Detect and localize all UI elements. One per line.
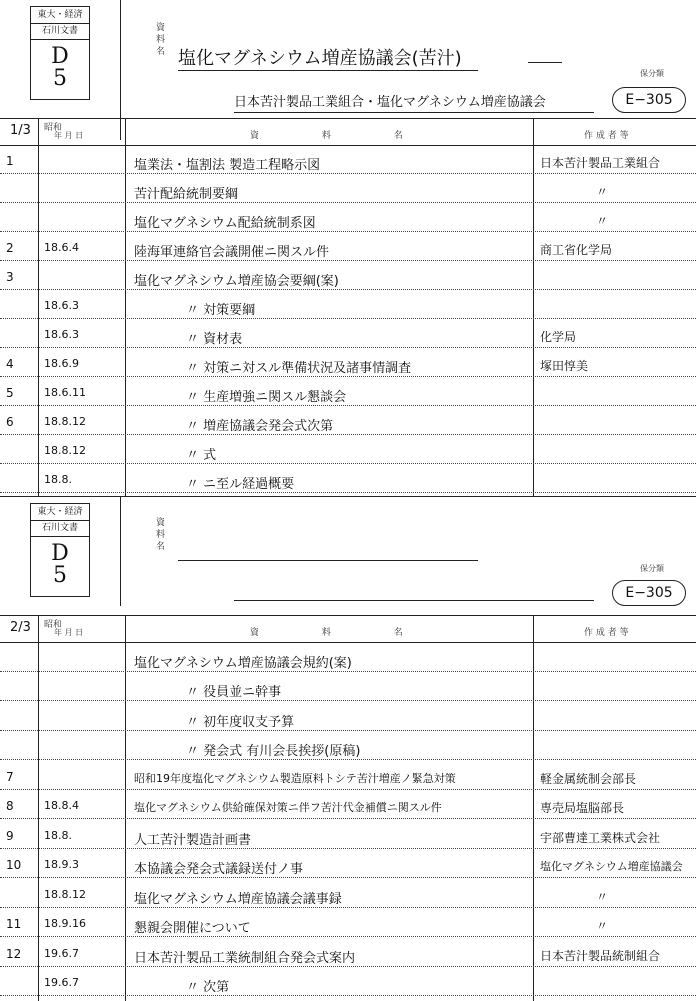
row-author: 商工省化学局 [540, 243, 613, 257]
table-row [0, 319, 696, 348]
row-date: 18.6.9 [44, 357, 79, 370]
row-title: 〃 生産増強ニ関スル懇談会 [186, 390, 347, 405]
table-row [0, 967, 696, 997]
page-indicator-2: 2/3 [10, 620, 31, 635]
stamp-line-2: 石川文書 [31, 520, 89, 537]
row-date: 19.6.7 [44, 976, 79, 989]
table-row [0, 849, 696, 879]
row-date: 18.8. [44, 828, 72, 842]
stamp-code-number: 5 [53, 66, 67, 91]
row-number: 11 [6, 917, 22, 931]
stamp-code-letter: D [51, 541, 69, 566]
page-indicator: 1/3 [10, 123, 31, 138]
material-label-2: 資料名 [156, 518, 166, 552]
row-title: 〃 ニ至ル経過概要 [186, 477, 295, 492]
stamp-line-1: 東大・経済 [31, 7, 89, 24]
row-title: 〃 対策要綱 [186, 303, 256, 318]
row-number: 5 [6, 386, 14, 400]
table-row [0, 878, 696, 908]
row-title: 日本苦汁製品工業統制組合発会式案内 [134, 950, 356, 966]
row-number: 4 [6, 357, 14, 371]
row-title: 陸海軍連絡官会議開催ニ関スル件 [134, 245, 330, 260]
header-materials-2: 資 料 名 [250, 628, 403, 638]
row-date: 18.6.11 [44, 386, 86, 399]
row-title: 懇親会開催について [134, 921, 251, 936]
table-row [0, 174, 696, 203]
row-title: 〃 対策ニ対スル準備状況及諸事情調査 [186, 361, 412, 376]
table-row [0, 377, 696, 406]
table-row [0, 232, 696, 261]
row-date: 18.8.12 [44, 415, 86, 428]
table-row [0, 701, 696, 731]
row-date: 18.8.4 [44, 799, 79, 812]
table-row [0, 203, 696, 232]
row-date: 18.8. [44, 473, 72, 486]
row-title: 塩化マグネシウム増産協会要綱(案) [134, 274, 339, 289]
row-title: 〃 役員並ニ幹事 [186, 685, 282, 700]
row-title: 塩化マグネシウム増産協議会議事録 [134, 891, 342, 907]
row-date: 18.9.16 [44, 917, 86, 930]
row-author: 塩化マグネシウム増産協議会 [540, 860, 683, 873]
stamp-line-1: 東大・経済 [31, 504, 89, 521]
classification-label-2: 保分類 [640, 564, 664, 573]
stamp-code-number: 5 [53, 563, 67, 588]
table-row [0, 642, 696, 672]
row-date: 18.9.3 [44, 858, 79, 871]
material-label: 資料名 [156, 23, 166, 57]
header-materials: 資 料 名 [250, 131, 403, 141]
row-title: 〃 発会式 有川会長挨拶(原稿) [186, 744, 361, 759]
row-date: 19.6.7 [44, 946, 79, 960]
row-title: 塩化マグネシウム配給統制系図 [134, 216, 316, 231]
row-number: 10 [6, 858, 22, 872]
row-author: 〃 [596, 889, 609, 904]
row-author: 日本苦汁製品統制組合 [540, 948, 661, 963]
row-date: 18.6.3 [44, 299, 79, 312]
row-number: 2 [6, 241, 14, 255]
row-number: 7 [6, 769, 14, 784]
classification-label: 保分類 [640, 69, 664, 78]
row-title: 人工苦汁製造計画書 [134, 832, 252, 848]
header-era: 昭和 [44, 123, 63, 133]
row-title: 苦汁配給統制要綱 [134, 187, 239, 202]
stamp-code-letter: D [51, 44, 69, 69]
table-row [0, 290, 696, 319]
table-row [0, 464, 696, 493]
table-row [0, 435, 696, 464]
table-row [0, 731, 696, 761]
row-author: 〃 [596, 185, 609, 199]
row-title: 〃 次第 [186, 980, 230, 995]
row-title: 〃 資材表 [186, 332, 243, 347]
row-author: 化学局 [540, 330, 577, 344]
row-author: 専売局塩脳部長 [540, 801, 625, 815]
row-number: 3 [6, 270, 14, 284]
table-row [0, 672, 696, 702]
row-title: 〃 式 [186, 448, 217, 463]
header-date-2: 年 月 日 [54, 628, 84, 637]
row-date: 18.8.12 [44, 887, 86, 901]
classification-box-2: E−305 [612, 580, 686, 606]
stamp-line-2: 石川文書 [31, 23, 89, 40]
row-title: 〃 増産協議会発会式次第 [186, 419, 334, 434]
table-row [0, 348, 696, 377]
row-author: 〃 [596, 919, 609, 933]
row-date: 18.8.12 [44, 444, 86, 457]
row-title: 〃 初年度収支予算 [186, 714, 295, 730]
row-number: 12 [6, 946, 22, 961]
header-author-2: 作 成 者 等 [584, 628, 629, 638]
row-title: 本協議会発会式議録送付ノ事 [134, 862, 304, 877]
table-row [0, 819, 696, 849]
table-row [0, 760, 696, 790]
row-number: 9 [6, 828, 14, 843]
row-title: 塩化マグネシウム供給確保対策ニ伴フ苦汁代金補償ニ関スル件 [134, 801, 442, 814]
archive-stamp-2 [30, 503, 90, 597]
row-number: 8 [6, 799, 14, 813]
row-author: 日本苦汁製品工業組合 [540, 156, 661, 170]
row-title: 昭和19年度塩化マグネシウム製造原料トシテ苦汁増産ノ緊急対策 [134, 771, 456, 785]
header-date: 年 月 日 [54, 131, 84, 140]
row-author: 塚田惇美 [540, 359, 589, 373]
row-number: 1 [6, 154, 14, 168]
table-row [0, 406, 696, 435]
row-title: 塩化マグネシウム増産協議会規約(案) [134, 655, 352, 671]
row-title: 塩業法・塩割法 製造工程略示図 [134, 158, 321, 173]
header-author: 作 成 者 等 [584, 131, 629, 141]
row-date: 18.6.4 [44, 241, 79, 254]
table-row [0, 261, 696, 290]
table-row [0, 908, 696, 938]
table-row [0, 937, 696, 967]
header-era-2: 昭和 [44, 620, 63, 630]
table-row [0, 790, 696, 820]
row-number: 6 [6, 415, 14, 429]
classification-box: E−305 [612, 87, 686, 113]
document-subtitle: 日本苦汁製品工業組合・塩化マグネシウム増産協議会 [234, 95, 546, 110]
table-row [0, 145, 696, 174]
row-author: 〃 [596, 214, 609, 228]
row-date: 18.6.3 [44, 328, 79, 341]
row-author: 軽金属統制会部長 [540, 771, 637, 786]
document-title: 塩化マグネシウム増産協議会(苦汁) [178, 48, 462, 69]
row-author: 宇部曹達工業株式会社 [540, 830, 661, 845]
archive-stamp [30, 6, 90, 100]
